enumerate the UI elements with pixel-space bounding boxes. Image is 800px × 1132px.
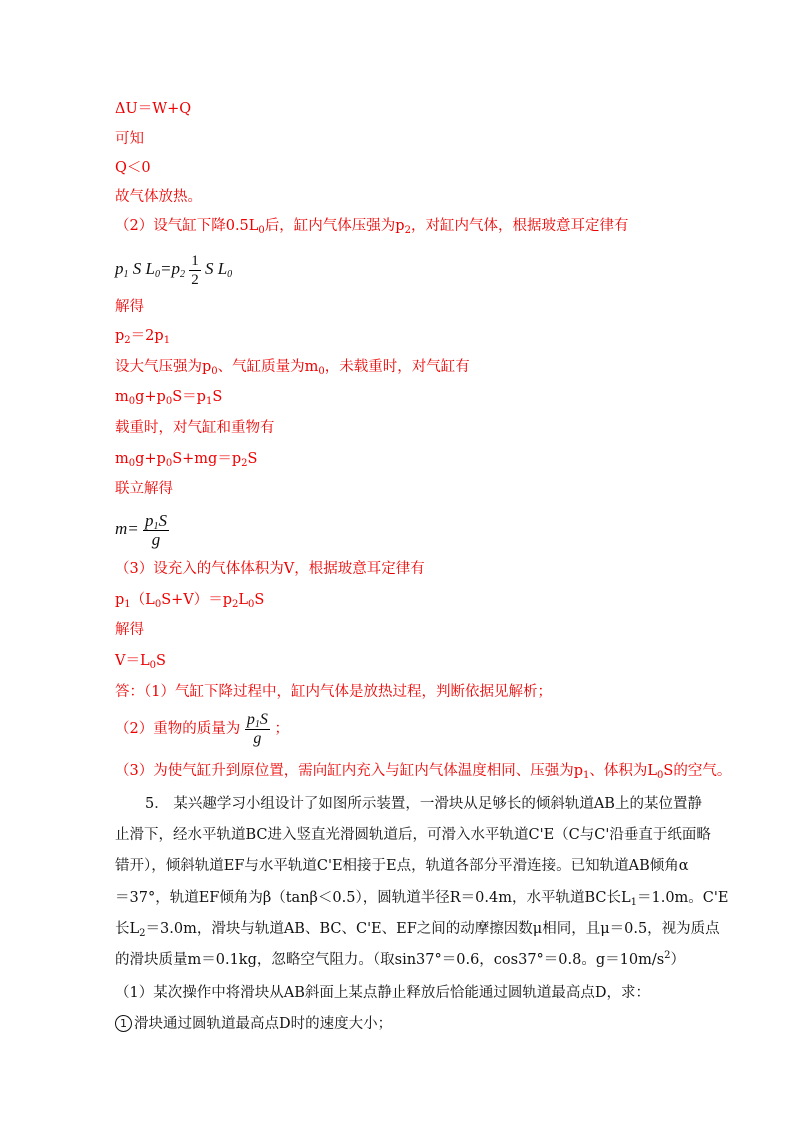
problem-5-line2: 止滑下，经水平轨道BC进入竖直光滑圆轨道后，可滑入水平轨道C'E（C与C'沿垂直于纸面略 — [115, 827, 711, 843]
problem-5-line6: 的滑块质量m＝0.1kg，忽略空气阻力。（取sin37°＝0.6，cos37°＝0.8。$g=10m/s^2$） — [115, 950, 686, 968]
equation-mass: m= $\frac{p_1S}{g}$ — [115, 510, 167, 549]
problem-5-line1: 5． 某兴趣学习小组设计了如图所示装置，一滑块从足够长的倾斜轨道AB上的某位置静 — [145, 796, 702, 812]
equation-loaded: $m_0g+p_0S+mg=p_2S$ — [115, 451, 258, 469]
circled-number: 1 — [115, 1015, 132, 1032]
question-1-1: 1 滑块通过圆轨道最高点D时的速度大小； — [115, 1014, 392, 1034]
equation-boyle-1: $p_1$ S $L_0=p_2$ $\frac{1}{2}$ S $L_0$ — [115, 252, 233, 288]
problem-5-line5: 长$L_2=3.0m$，滑块与轨道AB、BC、C'E、EF之间的动摩擦因数μ相同，且μ＝0.5，视为质点 — [115, 921, 720, 939]
text-part2-setup: （2）设气缸下降$0.5L_0$后，缸内气体压强为$p_2$，对缸内气体，根据玻意耳定律有 — [115, 218, 629, 236]
equation-p2: $p_2=2p_1$ — [115, 328, 171, 346]
problem-5-line3: 错开），倾斜轨道EF与水平轨道C'E相接于E点，轨道各部分平滑连接。已知轨道AB倾角α — [115, 858, 689, 874]
text-jiede-1: 解得 — [115, 299, 144, 315]
text-atm-pressure: 设大气压强为$p_0$、气缸质量为$m_0$，未载重时，对气缸有 — [115, 359, 470, 377]
text-loaded: 载重时，对气缸和重物有 — [115, 420, 275, 436]
question-1: （1）某次操作中将滑块从AB斜面上某点静止释放后恰能通过圆轨道最高点D，求： — [115, 985, 650, 1001]
equation-boyle-2: $p_1(L_0S+V)=p_2L_0S$ — [115, 592, 265, 610]
equation-volume: $V=L_0S$ — [115, 653, 166, 671]
answer-2: （2）重物的质量为 $\frac{p_1S}{g}$ ； — [115, 710, 289, 747]
text-jiede-2: 解得 — [115, 622, 144, 638]
text-part3-setup: （3）设充入的气体体积为V，根据玻意耳定律有 — [115, 561, 425, 577]
text-gas-releases-heat: 故气体放热。 — [115, 189, 202, 205]
answer-1: 答：（1）气缸下降过程中，缸内气体是放热过程，判断依据见解析； — [115, 684, 552, 700]
equation-first-law: ΔU＝W+Q — [115, 101, 192, 117]
answer-3: （3）为使气缸升到原位置，需向缸内充入与缸内气体温度相同、压强为$p_1$、体积为$L_0S$的空气。 — [115, 763, 732, 781]
equation-unloaded: $m_0g+p_0S=p_1S$ — [115, 389, 223, 407]
equation-q-negative: Q＜0 — [115, 160, 151, 176]
text-kezhi: 可知 — [115, 131, 144, 147]
problem-5-line4: ＝37°，轨道EF倾角为β（tanβ＜0.5），圆轨道半径R＝0.4m，水平轨道BC长$L_1=1.0m$。C'E — [115, 890, 729, 908]
text-lianli: 联立解得 — [115, 481, 173, 497]
